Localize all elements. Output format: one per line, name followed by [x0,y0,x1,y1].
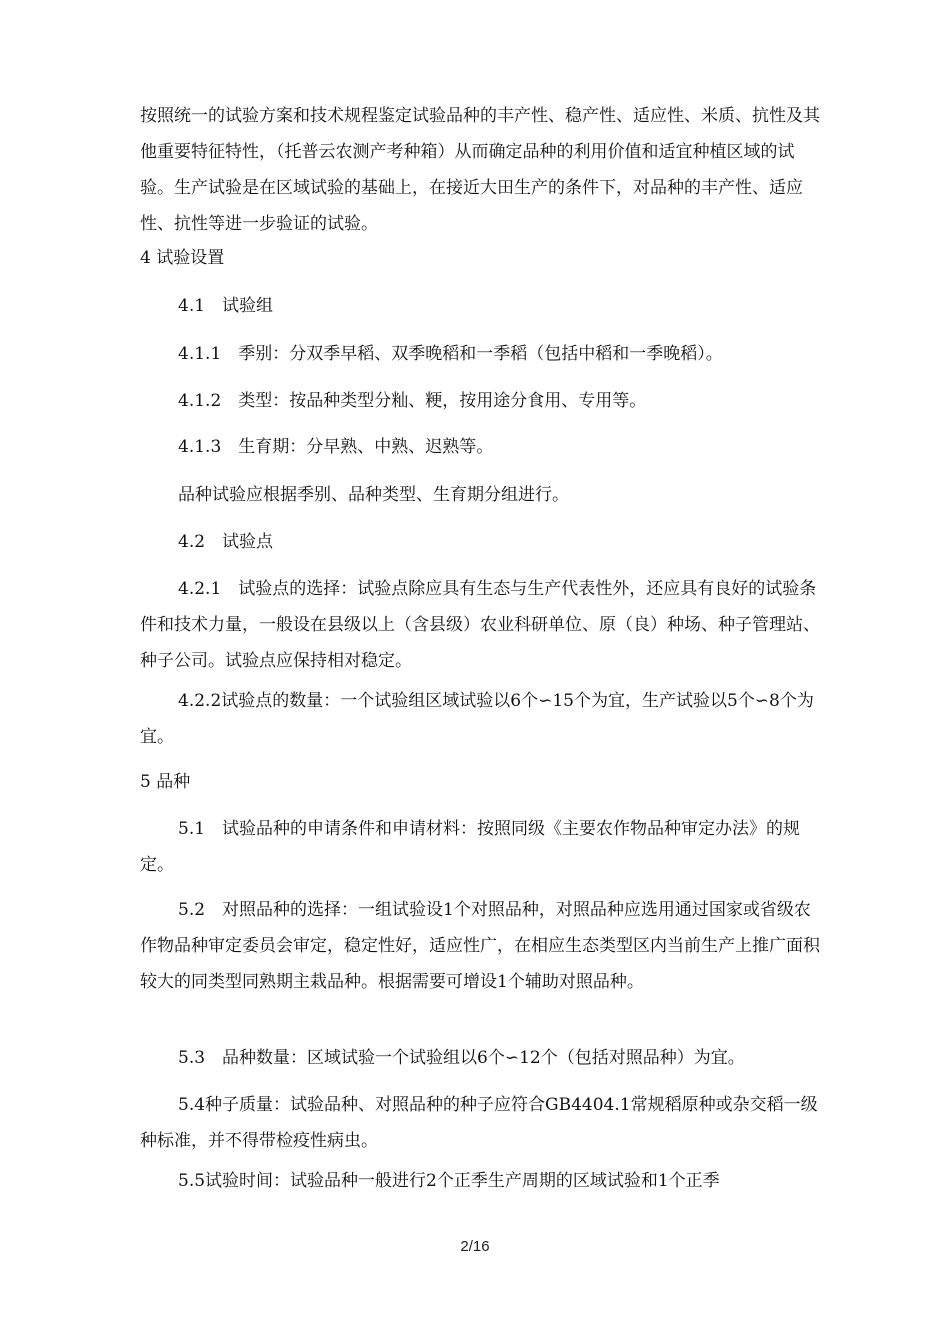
paragraph-5-3: 5.3 品种数量：区域试验一个试验组以6个∽12个（包括对照品种）为宜。 [178,1048,745,1068]
paragraph-4-1-3: 4.1.3 生育期：分早熟、中熟、迟熟等。 [178,437,494,457]
paragraph-5-2: 5.2 对照品种的选择：一组试验设1个对照品种，对照品种应选用通过国家或省级农作物品种审定委员会审定，稳定性好，适应性广，在相应生态类型区内当前生产上推广面积较大的同类型同熟期主栽品种。根据需要可增设1个辅助对照品种。 [140,900,820,992]
heading-section-4: 4 试验设置 [140,248,225,268]
paragraph-4-1-1: 4.1.1 季别：分双季早稻、双季晚稻和一季稻（包括中稻和一季晚稻）。 [178,344,723,364]
heading-section-5: 5 品种 [140,772,191,792]
paragraph-4-2-2: 4.2.2试验点的数量：一个试验组区域试验以6个∽15个为宜，生产试验以5个∽8个为宜。 [140,691,814,747]
paragraph-5-5: 5.5试验时间：试验品种一般进行2个正季生产周期的区域试验和1个正季 [178,1171,720,1191]
paragraph-intro: 按照统一的试验方案和技术规程鉴定试验品种的丰产性、稳产性、适应性、米质、抗性及其他重要特征特性，（托普云农测产考种箱）从而确定品种的利用价值和适宜种植区域的试验。生产试验是在区域试验的基础上，在接近大田生产的条件下，对品种的丰产性、适应性、抗性等进一步验证的试验。 [140,106,820,234]
paragraph-4-2-1: 4.2.1 试验点的选择：试验点除应具有生态与生产代表性外，还应具有良好的试验条件和技术力量，一般设在县级以上（含县级）农业科研单位、原（良）种场、种子管理站、种子公司。试验点应保持相对稳定。 [140,579,820,671]
heading-4-1: 4.1 试验组 [178,296,274,316]
paragraph-grouping: 品种试验应根据季别、品种类型、生育期分组进行。 [178,485,569,505]
heading-4-2: 4.2 试验点 [178,532,274,552]
paragraph-4-1-2: 4.1.2 类型：按品种类型分籼、粳，按用途分食用、专用等。 [178,391,647,411]
page-number: 2/16 [460,1238,490,1255]
paragraph-5-4: 5.4种子质量：试验品种、对照品种的种子应符合GB4404.1常规稻原种或杂交稻一级种标准，并不得带检疫性病虫。 [140,1095,818,1151]
paragraph-5-1: 5.1 试验品种的申请条件和申请材料：按照同级《主要农作物品种审定办法》的规定。 [140,819,801,875]
